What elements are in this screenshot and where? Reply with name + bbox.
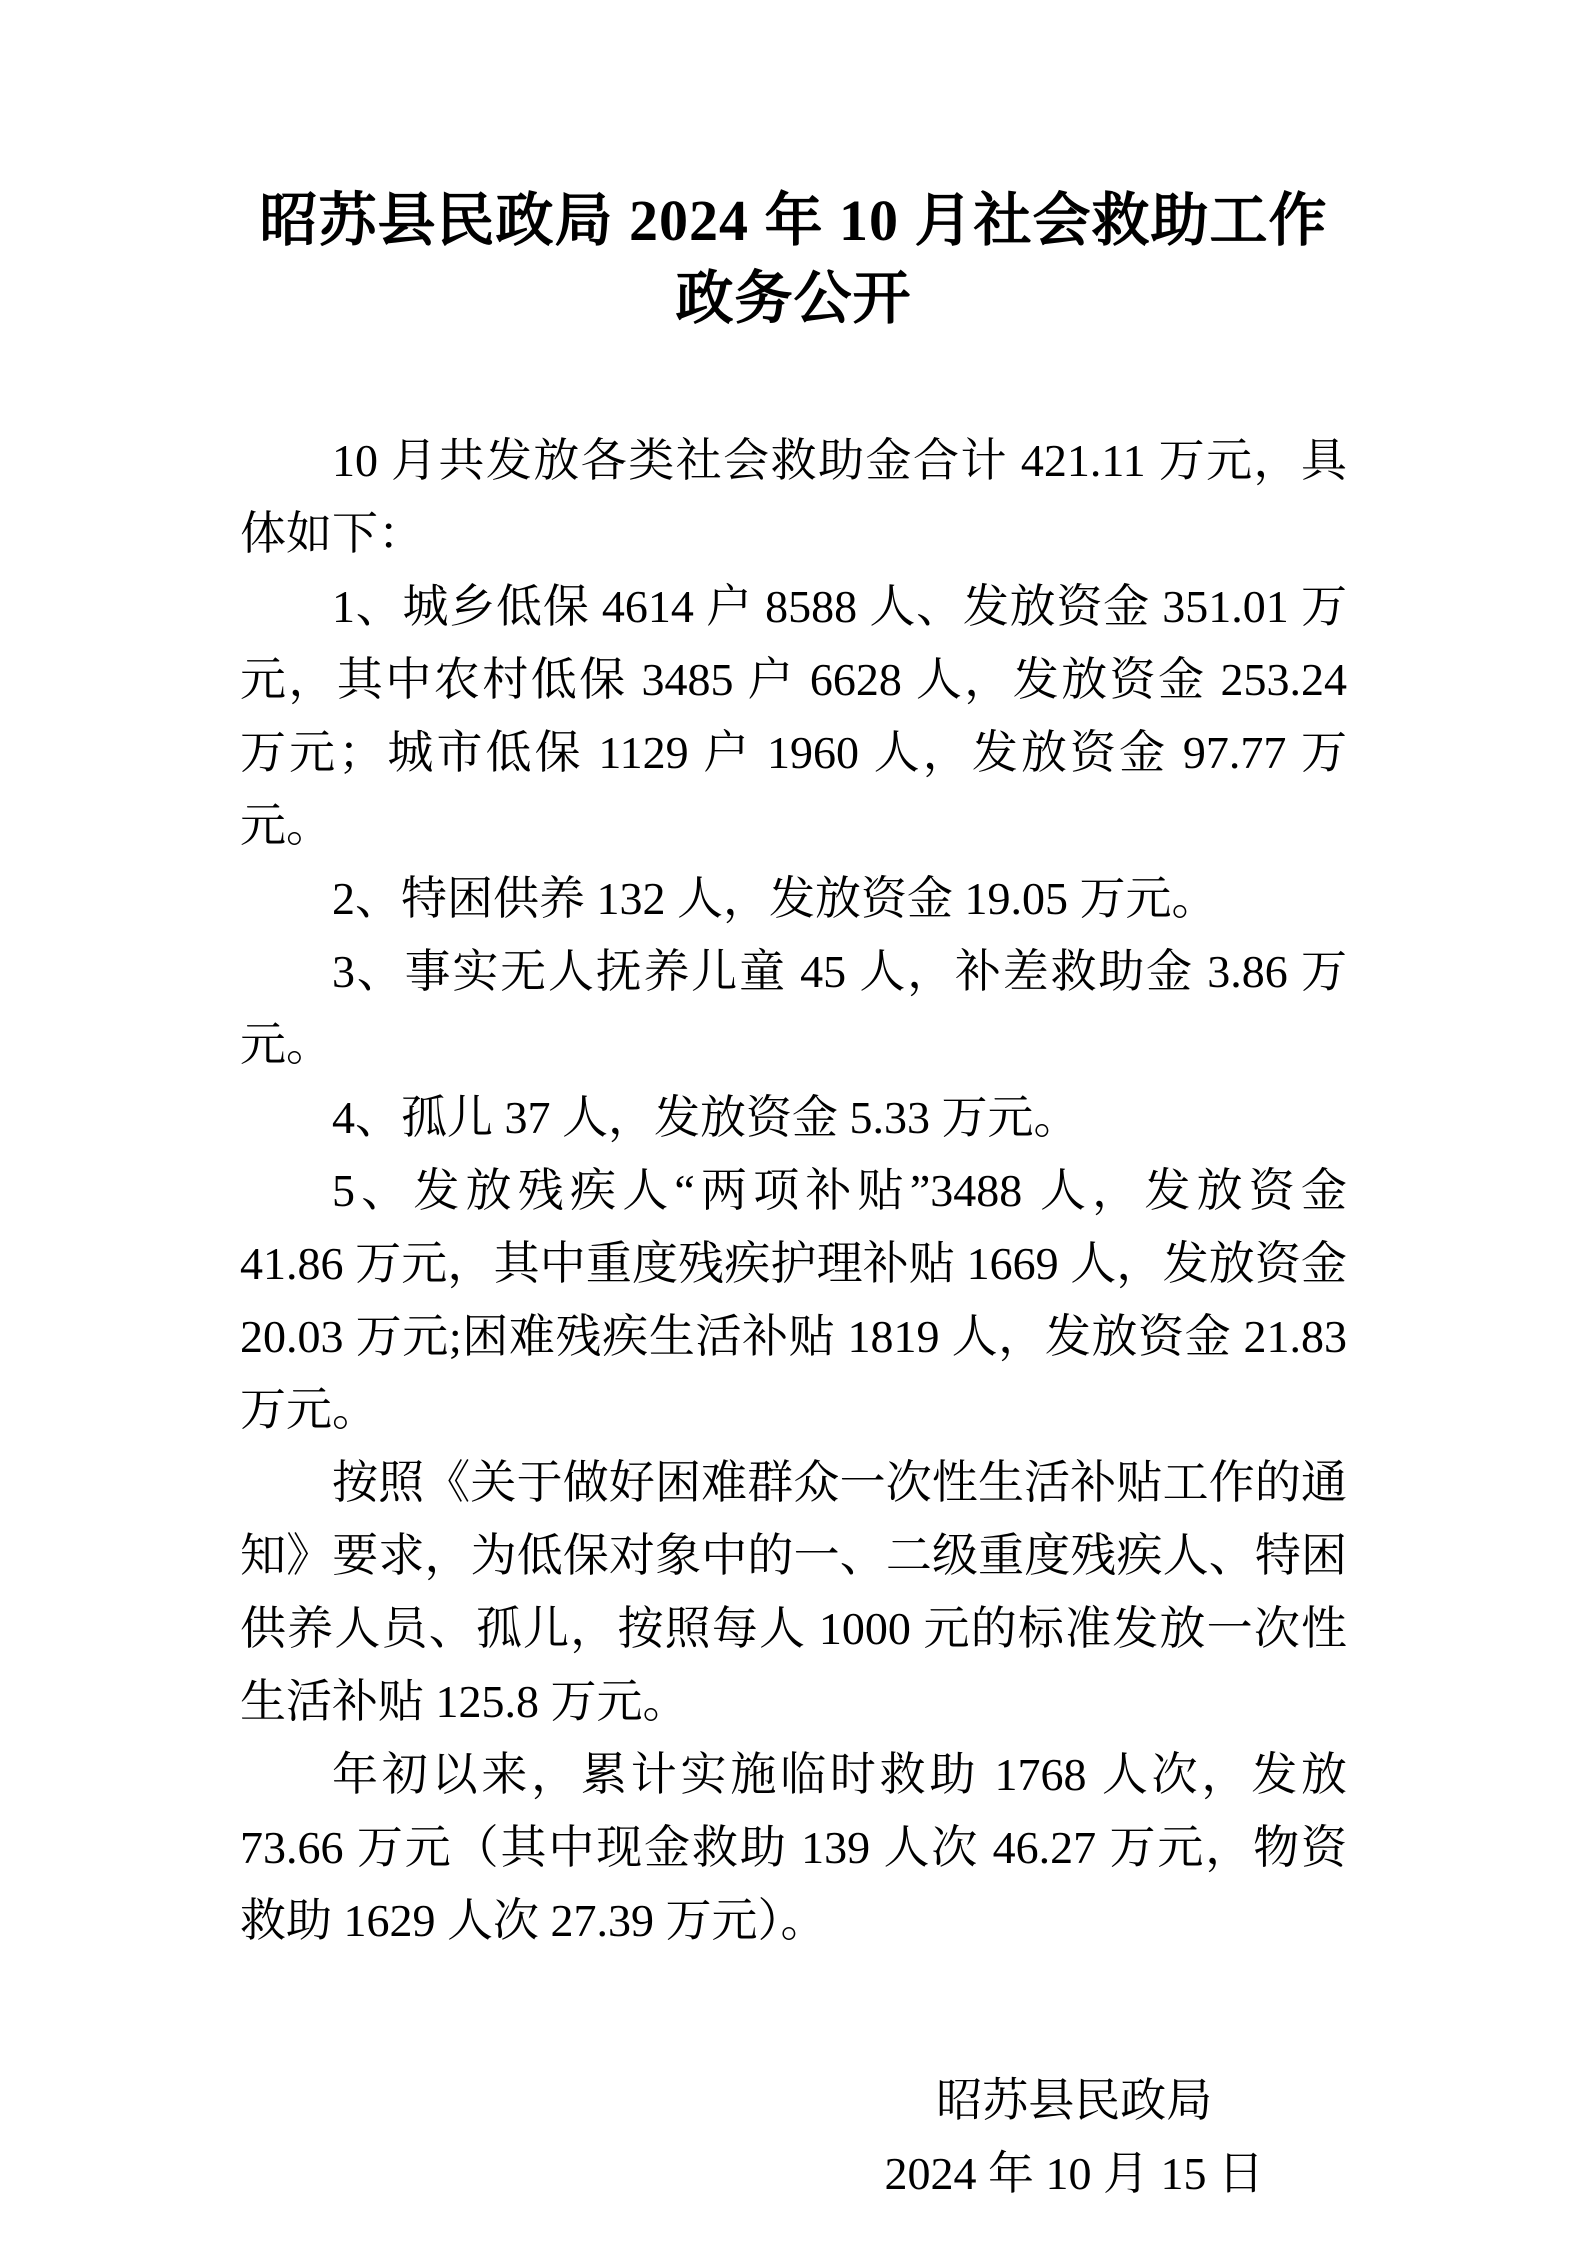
body-paragraph-item3-children: 3、事实无人抚养儿童 45 人，补差救助金 3.86 万元。 (240, 946, 1347, 1070)
body-paragraph-temporary-relief: 年初以来，累计实施临时救助 1768 人次，发放 73.66 万元（其中现金救助 139 人次 46.27 万元，物资救助 1629 人次 27.39 万元）。 (240, 1749, 1347, 1946)
body-paragraph-item2-tekun: 2、特困供养 132 人，发放资金 19.05 万元。 (332, 873, 1218, 924)
body-paragraph-onetime-subsidy: 按照《关于做好困难群众一次性生活补贴工作的通知》要求，为低保对象中的一、二级重度残疾人、特困供养人员、孤儿，按照每人 1000 元的标准发放一次性生活补贴 125.8 万元。 (240, 1457, 1347, 1727)
signature-org: 昭苏县民政局 (936, 2075, 1213, 2126)
signature-date: 2024 年 10 月 15 日 (884, 2148, 1264, 2199)
page-title-line2: 政务公开 (675, 266, 912, 331)
body-paragraph-item4-orphans: 4、孤儿 37 人，发放资金 5.33 万元。 (332, 1092, 1080, 1143)
page-title (240, 182, 1347, 338)
body-paragraph-summary: 10 月共发放各类社会救助金合计 421.11 万元，具体如下： (240, 435, 1347, 559)
signature-block (885, 2064, 1265, 2210)
body-paragraph-item1-dibao: 1、城乡低保 4614 户 8588 人、发放资金 351.01 万元，其中农村低保 3485 户 6628 人，发放资金 253.24 万元；城市低保 1129 户 1960 人，发放资金 97.77 万元。 (240, 581, 1347, 851)
page-title-line1: 昭苏县民政局 2024 年 10 月社会救助工作 (259, 188, 1328, 253)
body-paragraph-item5-disability: 5、发放残疾人“两项补贴”3488 人，发放资金 41.86 万元，其中重度残疾护理补贴 1669 人，发放资金 20.03 万元;困难残疾生活补贴 1819 人，发放资金 21.83 万元。 (240, 1165, 1347, 1435)
document-body (240, 424, 1347, 1957)
